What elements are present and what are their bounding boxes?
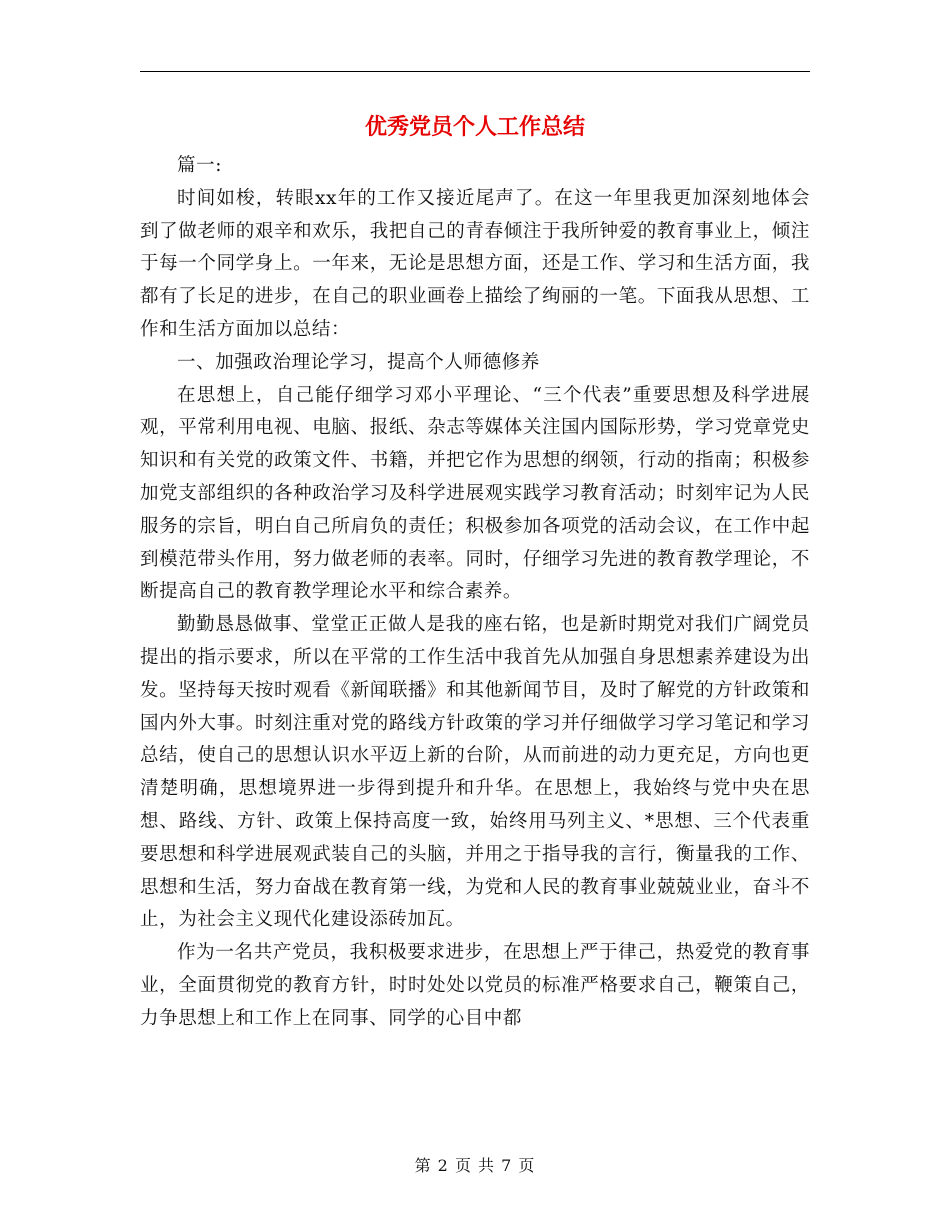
paragraph-motto: 勤勤恳恳做事、堂堂正正做人是我的座右铭，也是新时期党对我们广阔党员提出的指示要求，所以在平常的工作生活中我首先从加强自身思想素养建设为出发。坚持每天按时观看《新闻联播》和其他新闻节目，及时了解党的方针政策和国内外大事。时刻注重对党的路线方针政策的学习并仔细做学习学习笔记和学习总结，使自己的思想认识水平迈上新的台阶，从而前进的动力更充足，方向也更清楚明确，思想境界进一步得到提升和升华。在思想上，我始终与党中央在思想、路线、方针、政策上保持高度一致，始终用马列主义、*思想、三个代表重要思想和科学进展观武装自己的头脑，并用之于指导我的言行，衡量我的工作、思想和生活，努力奋战在教育第一线，为党和人民的教育事业兢兢业业，奋斗不止，为社会主义现代化建设添砖加瓦。 (140, 614, 810, 931)
page-footer (0, 1153, 950, 1176)
paragraph-theory-study: 在思想上，自己能仔细学习邓小平理论、“三个代表”重要思想及科学进展观，平常利用电视、电脑、报纸、杂志等媒体关注国内国际形势，学习党章党史知识和有关党的政策文件、书籍，并把它作为思想的纲领，行动的指南；积极参加党支部组织的各种政治学习及科学进展观实践学习教育活动；时刻牢记为人民服务的宗旨，明白自己所肩负的责任；积极参加各项党的活动会议，在工作中起到模范带头作用，努力做老师的表率。同时，仔细学习先进的教育教学理论，不断提高自己的教育教学理论水平和综合素养。 (140, 384, 810, 603)
document-body (140, 150, 810, 1036)
page-number-label: 第 2 页 共 7 页 (414, 1156, 536, 1175)
paragraph-party-member: 作为一名共产党员，我积极要求进步，在思想上严于律己，热爱党的教育事业，全面贯彻党的教育方针，时时处处以党员的标准严格要求自己，鞭策自己，力争思想上和工作上在同事、同学的心目中都 (140, 942, 810, 1029)
section-heading-part-one: 篇一: (177, 155, 223, 176)
paragraph-intro: 时间如梭，转眼xx年的工作又接近尾声了。在这一年里我更加深刻地体会到了做老师的艰辛和欢乐，我把自己的青春倾注于我所钟爱的教育事业上，倾注于每一个同学身上。一年来，无论是思想方面，还是工作、学习和生活方面，我都有了长足的进步，在自己的职业画卷上描绘了绚丽的一笔。下面我从思想、工作和生活方面加以总结： (140, 187, 810, 340)
section-heading-political-study: 一、加强政治理论学习，提高个人师德修养 (177, 351, 540, 373)
document-title: 优秀党员个人工作总结 (364, 114, 585, 140)
header-rule (140, 71, 810, 72)
